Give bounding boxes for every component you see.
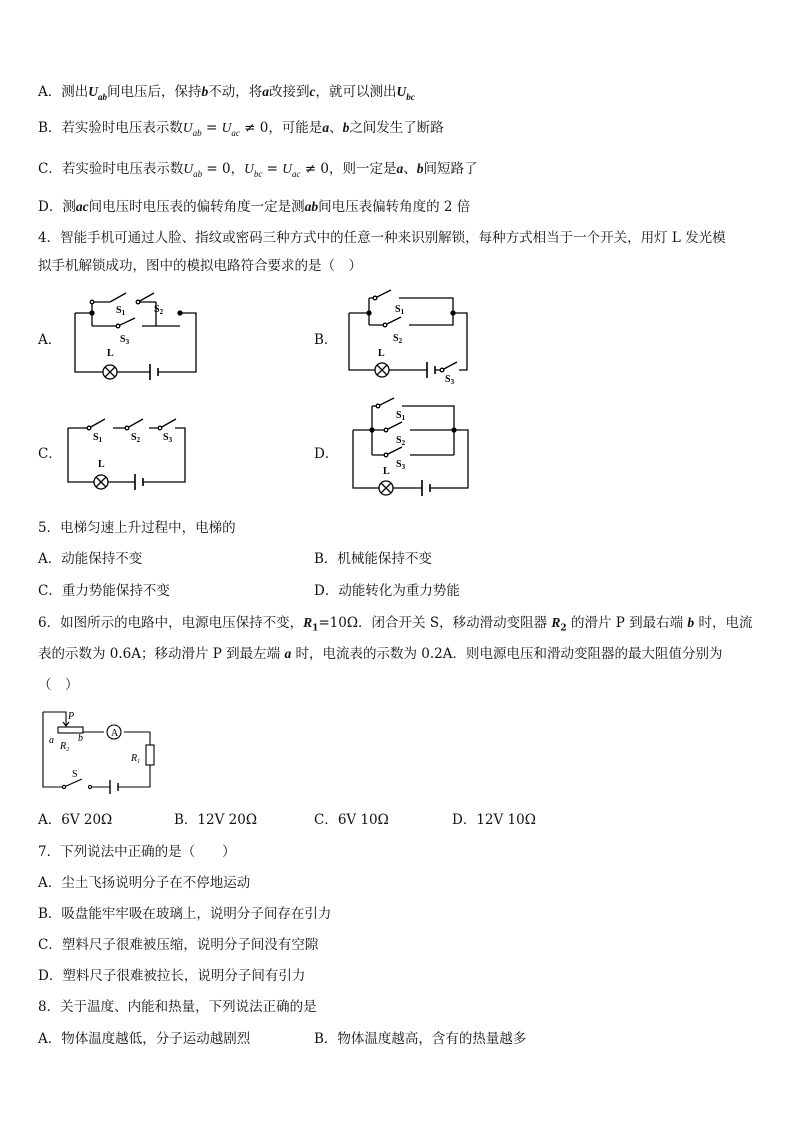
svg-text:S3: $S_3$ [396,459,406,471]
svg-text:R1: $R_1$ [131,753,141,765]
q3-option-d: D．测ac间电压时电压表的偏转角度一定是测ab间电压表偏转角度的 2 倍 [38,199,471,215]
circuit-diagram-q6 [40,707,160,795]
svg-text:S3: $S_3$ [163,432,173,444]
svg-text:S1: $S_1$ [93,432,103,444]
svg-text:S3: $S_3$ [120,334,130,346]
svg-text:S1: $S_1$ [395,304,405,316]
circuit-diagram-c [65,412,195,497]
svg-text:S3: $S_3$ [445,374,455,386]
q4-label-c: C． [38,446,62,462]
svg-text:P: P [68,711,75,722]
svg-text:S2: $S_2$ [393,333,403,345]
svg-text:L: L [378,348,385,359]
svg-text:S1: $S_1$ [116,305,126,317]
q7-stem: 7．下列说法中正确的是（ ） [38,844,236,860]
q5-option-b: B．机械能保持不变 [314,551,432,567]
svg-text:S2: $S_2$ [396,435,406,447]
q6-option-b: B．12V 20Ω [174,812,258,828]
svg-text:S1: $S_1$ [396,410,406,422]
q6-option-a: A．6V 20Ω [38,812,113,828]
q7-option-c: C．塑料尺子很难被压缩，说明分子间没有空隙 [38,937,319,953]
q6-option-d: D．12V 10Ω [452,812,536,828]
svg-text:A: A [111,728,119,739]
q4-label-a: A． [38,332,62,348]
circuit-diagram-d [350,400,475,495]
q6-stem-line1: 6．如图所示的电路中，电源电压保持不变，$R_1=10\Omega$．闭合开关 S，移动滑动变阻器 $R_2$ 的滑片 P 到最右端 b 时，电流 [38,615,753,634]
circuit-diagram-a [70,290,200,380]
q6-stem-line2: 表的示数为 0.6A；移动滑片 P 到最左端 a 时，电流表的示数为 0.2A．则电源电压和滑动变阻器的最大阻值分别为 [38,646,723,662]
lamp-label: L [107,348,114,359]
svg-text:L: L [98,459,105,470]
svg-text:b: b [78,733,83,744]
q4-stem-line1: 4．智能手机可通过人脸、指纹或密码三种方式中的任意一种来识别解锁，每种方式相当于一个开关，用灯 L 发光模 [38,230,726,246]
q4-label-d: D． [314,446,339,462]
svg-text:S2: $S_2$ [131,432,141,444]
q8-stem: 8．关于温度、内能和热量，下列说法正确的是 [38,999,317,1015]
svg-text:R2: $R_2$ [60,741,70,753]
q5-stem: 5．电梯匀速上升过程中，电梯的 [38,520,236,536]
svg-text:S: S [72,769,78,780]
q8-option-a: A．物体温度越低，分子运动越剧烈 [38,1031,251,1047]
q4-stem-line2: 拟手机解锁成功，图中的模拟电路符合要求的是（ ） [38,258,362,274]
circuit-diagram-b [347,290,472,385]
q6-option-c: C．6V 10Ω [314,812,389,828]
svg-text:a: a [49,735,54,746]
q7-option-b: B．吸盘能牢牢吸在玻璃上，说明分子间存在引力 [38,906,332,922]
q3-option-a: A．测出$U_{ab}$间电压后，保持b不动，将a改接到c，就可以测出$U_{bc}$ [38,84,415,102]
svg-text:S2: $S_2$ [154,304,164,316]
q6-stem-line3: （ ） [38,677,79,693]
q5-option-d: D．动能转化为重力势能 [314,583,460,599]
q4-label-b: B． [314,332,338,348]
q7-option-d: D．塑料尺子很难被拉长，说明分子间有引力 [38,968,306,984]
q5-option-c: C．重力势能保持不变 [38,583,170,599]
q5-option-a: A．动能保持不变 [38,551,143,567]
q3-option-c: C．若实验时电压表示数$U_{ab} = 0$，$U_{bc} = U_{ac} \ne 0$，则一定是a、b间短路了 [38,161,478,179]
q3-option-b: B．若实验时电压表示数$U_{ab} = U_{ac} \ne 0$，可能是a、b之间发生了断路 [38,120,444,138]
q7-option-a: A．尘土飞扬说明分子在不停地运动 [38,875,251,891]
q8-option-b: B．物体温度越高，含有的热量越多 [314,1031,527,1047]
svg-text:L: L [383,466,390,477]
